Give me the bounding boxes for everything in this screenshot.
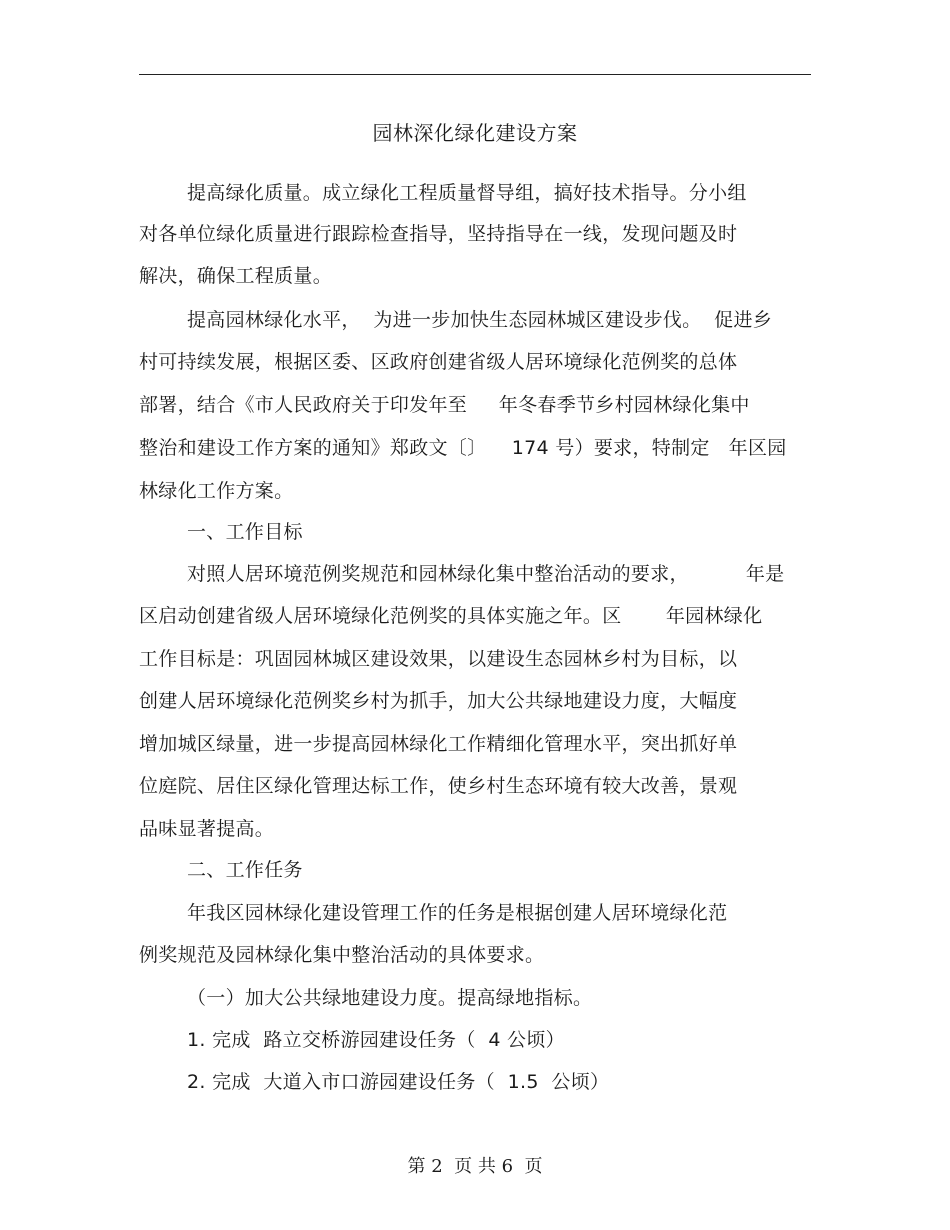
paragraph-line: 部署，结合《市人民政府关于印发年至 年冬春季节乡村园林绿化集中 [139,394,750,416]
paragraph-line: 增加城区绿量，进一步提高园林绿化工作精细化管理水平，突出抓好单 [139,733,738,755]
paragraph-line: 品味显著提高。 [139,818,275,840]
paragraph-line: 整治和建设工作方案的通知》郑政文〔〕 174 号）要求，特制定 年区园 [139,437,787,459]
paragraph-line: 年我区园林绿化建设管理工作的任务是根据创建人居环境绿化范 [187,902,728,924]
paragraph-line: 林绿化工作方案。 [139,480,294,502]
section-heading: 二、工作任务 [187,859,303,881]
paragraph-line: 位庭院、居住区绿化管理达标工作，使乡村生态环境有较大改善，景观 [139,775,738,797]
paragraph-line: 提高园林绿化水平， 为进一步加快生态园林城区建设步伐。 促进乡 [187,309,773,331]
subsection-heading: （一）加大公共绿地建设力度。提高绿地指标。 [187,987,593,1009]
paragraph-line: 区启动创建省级人居环境绿化范例奖的具体实施之年。区 年园林绿化 [139,605,763,627]
document-title: 园林深化绿化建设方案 [372,121,578,145]
section-heading: 一、工作目标 [187,521,303,543]
paragraph-line: 对照人居环境范例奖规范和园林绿化集中整治活动的要求， 年是 [187,563,785,585]
paragraph-line: 解决，确保工程质量。 [139,265,333,287]
list-item: 1. 完成 路立交桥游园建设任务（ 4 公顷） [187,1029,565,1051]
page-number: 第 2 页 共 6 页 [407,1156,543,1177]
paragraph-line: 村可持续发展，根据区委、区政府创建省级人居环境绿化范例奖的总体 [139,351,738,373]
header-rule [139,74,811,75]
paragraph-line: 例奖规范及园林绿化集中整治活动的具体要求。 [139,944,545,966]
paragraph-line: 工作目标是：巩固园林城区建设效果，以建设生态园林乡村为目标，以 [139,648,738,670]
paragraph-line: 提高绿化质量。成立绿化工程质量督导组，搞好技术指导。分小组 [187,182,747,204]
paragraph-line: 创建人居环境绿化范例奖乡村为抓手，加大公共绿地建设力度，大幅度 [139,690,738,712]
list-item: 2. 完成 大道入市口游园建设任务（ 1.5 公顷） [187,1071,610,1093]
paragraph-line: 对各单位绿化质量进行跟踪检查指导，坚持指导在一线，发现问题及时 [139,223,738,245]
